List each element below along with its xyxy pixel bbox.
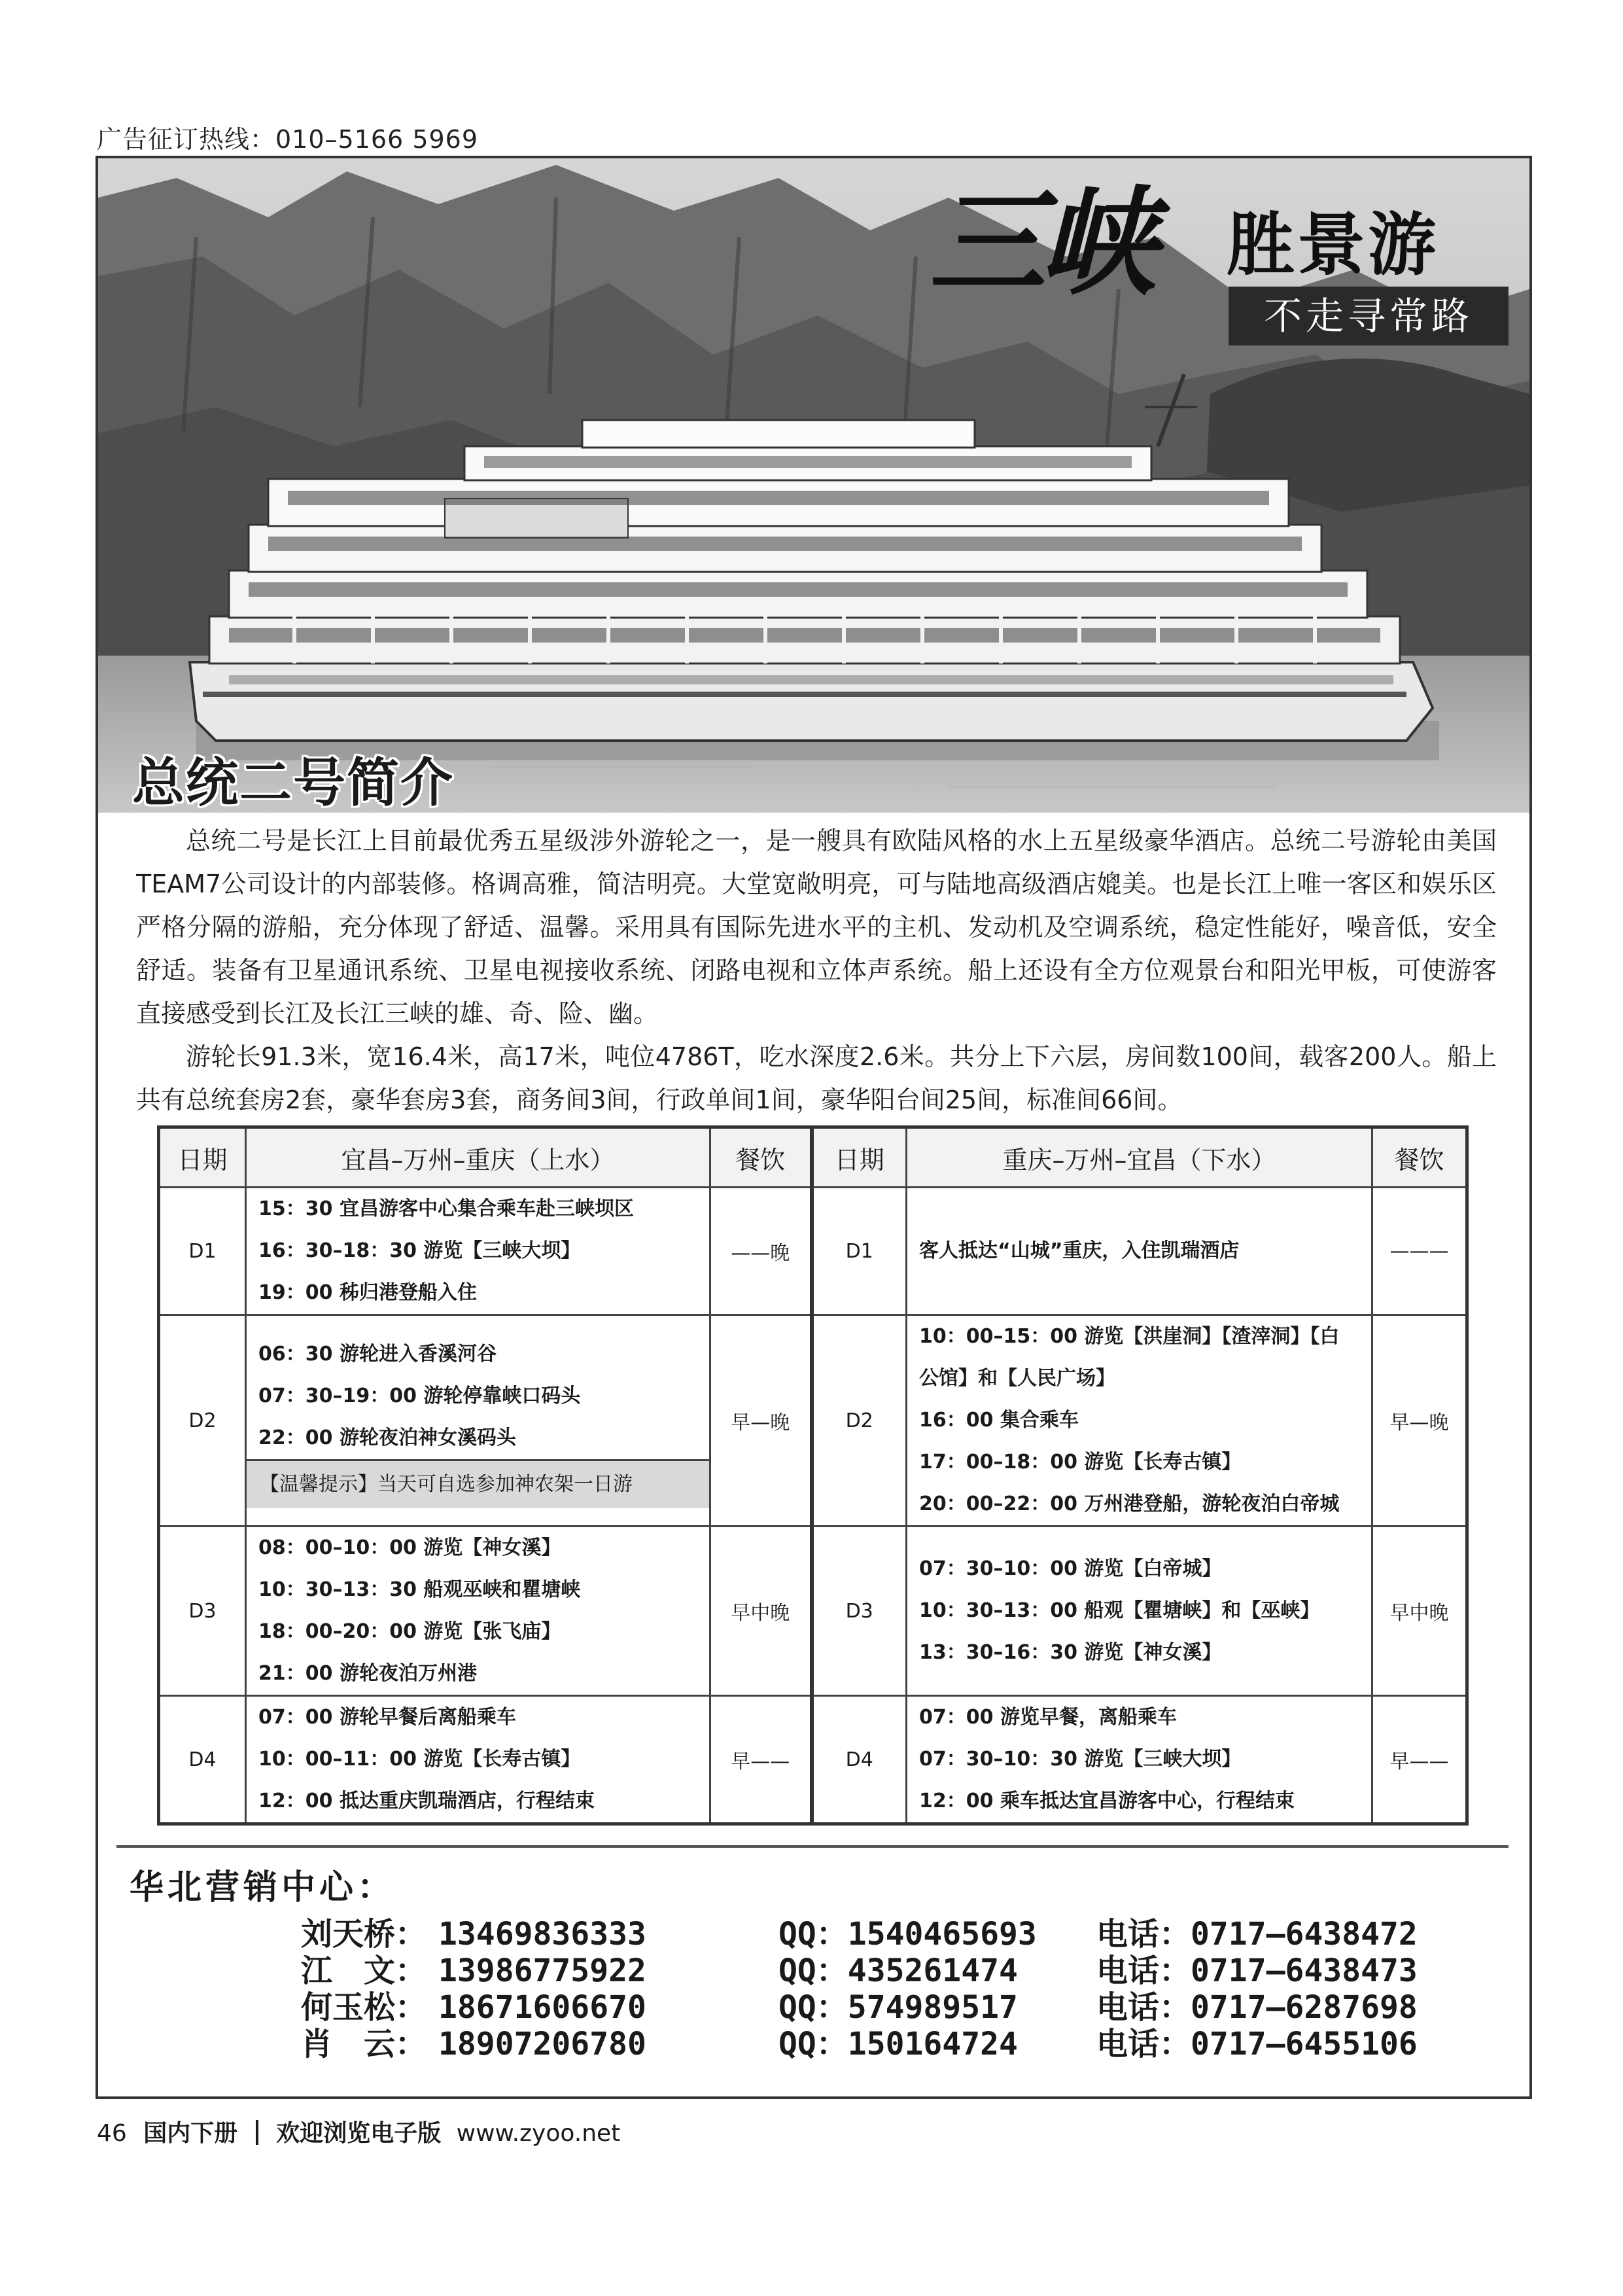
contact-phone: 电话：0717–6287698 xyxy=(1096,1989,1418,2026)
contact-qq: QQ：150164724 xyxy=(778,2026,1018,2062)
header-meal-down: 餐饮 xyxy=(1372,1127,1467,1188)
header-meal-up: 餐饮 xyxy=(710,1127,812,1188)
schedule-line: 07：30–10：00 游览【白帝城】 xyxy=(919,1557,1222,1580)
contact-qq: QQ：574989517 xyxy=(778,1989,1018,2026)
schedule-line: 18：00–20：00 游览【张飞庙】 xyxy=(258,1620,561,1643)
schedule-up xyxy=(246,1527,710,1696)
day-cell: D4 xyxy=(159,1696,246,1824)
day-cell: D1 xyxy=(159,1188,246,1315)
schedule-line: 16：00 集合乘车 xyxy=(919,1409,1079,1432)
contact-name: 何玉松： xyxy=(301,1989,427,2026)
schedule-down xyxy=(907,1188,1372,1315)
schedule-line: 07：30–10：30 游览【三峡大坝】 xyxy=(919,1748,1242,1771)
meal-cell: 早—— xyxy=(710,1696,812,1824)
schedule-line: 10：30–13：00 船观【瞿塘峡】和【巫峡】 xyxy=(919,1599,1320,1622)
logo-tagline: 不走寻常路 xyxy=(1229,287,1509,345)
contact-mobile: 13986775922 xyxy=(438,1952,646,1989)
intro-paragraph-1: 总统二号是长江上目前最优秀五星级涉外游轮之一，是一艘具有欧陆风格的水上五星级豪华酒店。总统二号游轮由美国TEAM7公司设计的内部装修。格调高雅，简洁明亮。大堂宽敞明亮，可与陆地高级酒店媲美。也是长江上唯一客区和娱乐区严格分隔的游船，充分体现了舒适、温馨。采用具有国际先进水平的主机、发动机及空调系统，稳定性能好，噪音低，安全舒适。装备有卫星通讯系统、卫星电视接收系统、闭路电视和立体声系统。船上还设有全方位观景台和阳光甲板，可使游客直接感受到长江及长江三峡的雄、奇、险、幽。 xyxy=(136,826,1497,1028)
schedule-line: 13：30–16：30 游览【神女溪】 xyxy=(919,1641,1222,1664)
logo-three-gorges: 三峡 xyxy=(929,174,1151,311)
meal-cell: 早—晚 xyxy=(1372,1315,1467,1527)
day-cell: D3 xyxy=(159,1527,246,1696)
page-number: 46 xyxy=(97,2120,127,2147)
schedule-line: 21：00 游轮夜泊万州港 xyxy=(258,1662,477,1685)
schedule-down xyxy=(907,1315,1372,1527)
meal-cell: ——晚 xyxy=(710,1188,812,1315)
table-row xyxy=(159,1527,1467,1696)
hero-photo xyxy=(98,158,1529,813)
contact-mobile: 18907206780 xyxy=(438,2026,646,2062)
contact-divider xyxy=(116,1845,1509,1848)
schedule-line: 15：30 宜昌游客中心集合乘车赴三峡坝区 xyxy=(258,1197,634,1220)
schedule-line: 10：30–13：30 船观巫峡和瞿塘峡 xyxy=(258,1578,581,1601)
schedule-line: 客人抵达“山城”重庆，入住凯瑞酒店 xyxy=(919,1239,1240,1262)
table-row xyxy=(159,1696,1467,1824)
volume-label: 国内下册 xyxy=(143,2120,238,2147)
meal-cell: 早中晚 xyxy=(710,1527,812,1696)
intro-text xyxy=(136,819,1497,1122)
schedule-up xyxy=(246,1696,710,1824)
contact-phone: 电话：0717–6438472 xyxy=(1096,1916,1418,1952)
schedule-line: 17：00–18：00 游览【长寿古镇】 xyxy=(919,1451,1242,1474)
contact-qq: QQ：1540465693 xyxy=(778,1916,1037,1952)
day-cell: D1 xyxy=(812,1188,907,1315)
schedule-line: 22：00 游轮夜泊神女溪码头 xyxy=(258,1426,516,1449)
day-cell: D3 xyxy=(812,1527,907,1696)
schedule-line: 20：00–22：00 万州港登船，游轮夜泊白帝城 xyxy=(919,1492,1340,1515)
meal-cell: 早中晚 xyxy=(1372,1527,1467,1696)
table-row xyxy=(159,1188,1467,1315)
table-row xyxy=(159,1315,1467,1527)
schedule-down xyxy=(907,1696,1372,1824)
day-cell: D2 xyxy=(159,1315,246,1527)
header-route-down: 重庆–万州–宜昌（下水） xyxy=(907,1127,1372,1188)
meal-cell: ——— xyxy=(1372,1188,1467,1315)
contact-phone: 电话：0717–6455106 xyxy=(1096,2026,1418,2062)
schedule-line: 06：30 游轮进入香溪河谷 xyxy=(258,1342,497,1366)
contact-phone: 电话：0717–6438473 xyxy=(1096,1952,1418,1989)
day-cell: D4 xyxy=(812,1696,907,1824)
contact-mobile: 18671606670 xyxy=(438,1989,646,2026)
warm-tip: 【温馨提示】当天可自选参加神农架一日游 xyxy=(247,1459,709,1508)
contact-mobile: 13469836333 xyxy=(438,1916,646,1952)
contact-qq: QQ：435261474 xyxy=(778,1952,1018,1989)
footer-slogan: 欢迎浏览电子版 xyxy=(276,2120,442,2147)
intro-paragraph-2: 游轮长91.3米，宽16.4米，高17米，吨位4786T，吃水深度2.6米。共分上下六层，房间数100间，载客200人。船上共有总统套房2套，豪华套房3套，商务间3间，行政单间1间，豪华阳台间25间，标准间66间。 xyxy=(136,1042,1497,1114)
schedule-line: 08：00–10：00 游览【神女溪】 xyxy=(258,1536,561,1559)
schedule-line: 10：00–15：00 游览【洪崖洞】【渣滓洞】【白 xyxy=(919,1325,1340,1348)
schedule-line: 16：30–18：30 游览【三峡大坝】 xyxy=(258,1239,581,1262)
header-route-up: 宜昌–万州–重庆（上水） xyxy=(246,1127,710,1188)
meal-cell: 早—— xyxy=(1372,1696,1467,1824)
header-date-down: 日期 xyxy=(812,1127,907,1188)
sales-center-title: 华北营销中心： xyxy=(130,1868,396,1907)
day-cell: D2 xyxy=(812,1315,907,1527)
schedule-line: 公馆】和【人民广场】 xyxy=(919,1367,1115,1390)
contact-name: 江 文： xyxy=(301,1952,427,1989)
schedule-line: 12：00 抵达重庆凯瑞酒店，行程结束 xyxy=(258,1790,595,1812)
schedule-down xyxy=(907,1527,1372,1696)
schedule-up xyxy=(246,1188,710,1315)
schedule-line: 07：00 游览早餐，离船乘车 xyxy=(919,1706,1177,1729)
contact-name: 刘天桥： xyxy=(301,1916,427,1952)
logo-scenic-tour: 胜景游 xyxy=(1227,205,1439,285)
schedule-line: 10：00–11：00 游览【长寿古镇】 xyxy=(258,1748,581,1771)
meal-cell: 早—晚 xyxy=(710,1315,812,1527)
itinerary-table xyxy=(157,1125,1469,1826)
ad-hotline: 广告征订热线：010–5166 5969 xyxy=(97,125,479,154)
footer-url[interactable]: www.zyoo.net xyxy=(456,2120,621,2147)
page-frame xyxy=(96,156,1532,2099)
table-header-row xyxy=(159,1127,1467,1188)
section-title: 总统二号简介 xyxy=(132,752,454,813)
page-footer xyxy=(97,2115,620,2148)
schedule-line: 19：00 秭归港登船入住 xyxy=(258,1281,477,1304)
footer-separator xyxy=(256,2120,258,2145)
contact-name: 肖 云： xyxy=(301,2026,427,2062)
schedule-line: 12：00 乘车抵达宜昌游客中心，行程结束 xyxy=(919,1790,1295,1812)
schedule-line: 07：00 游轮早餐后离船乘车 xyxy=(258,1706,516,1729)
schedule-up xyxy=(246,1315,710,1527)
schedule-line: 07：30–19：00 游轮停靠峡口码头 xyxy=(258,1384,581,1407)
header-date-up: 日期 xyxy=(159,1127,246,1188)
